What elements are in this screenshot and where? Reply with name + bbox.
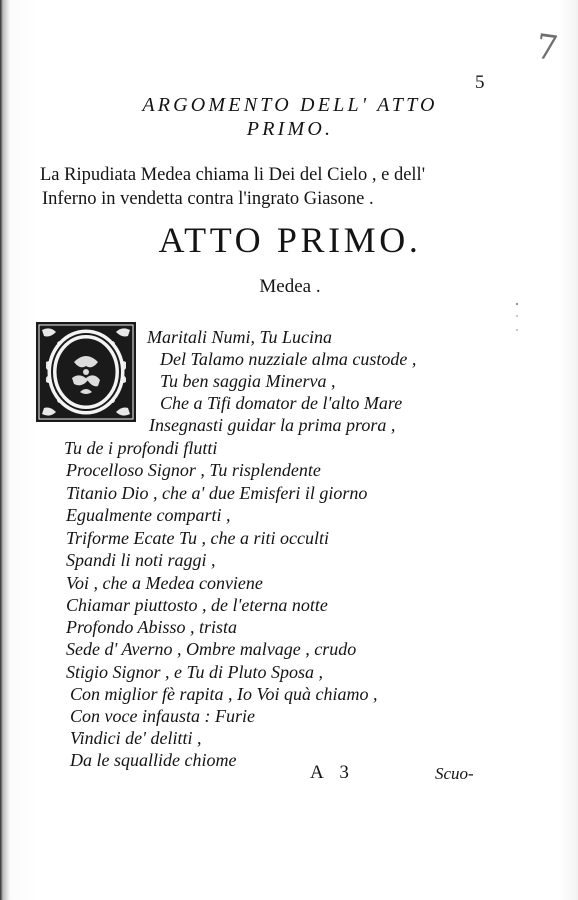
verse-line: Vindici de' delitti , bbox=[70, 728, 202, 748]
handwritten-folio-mark: 7 bbox=[533, 26, 561, 70]
decorated-initial-o bbox=[36, 322, 136, 422]
act-summary-line-2: Inferno in vendetta contra l'ingrato Giasone . bbox=[42, 189, 374, 209]
act-summary bbox=[40, 163, 560, 211]
act-title: ATTO PRIMO. bbox=[158, 220, 422, 260]
argomento-heading-line-2: PRIMO. bbox=[246, 118, 334, 140]
verse-line: Insegnasti guidar la prima prora , bbox=[149, 415, 396, 435]
margin-speck bbox=[515, 300, 519, 340]
speaker-name: Medea . bbox=[259, 276, 321, 297]
verse-line: Profondo Abisso , trista bbox=[66, 617, 238, 637]
verse-line: Voi , che a Medea conviene bbox=[66, 573, 263, 593]
argomento-heading bbox=[60, 93, 520, 141]
verse-line: Egualmente comparti , bbox=[66, 505, 231, 525]
argomento-heading-line-1: ARGOMENTO DELL' ATTO bbox=[142, 94, 438, 116]
verse-line: Titanio Dio , che a' due Emisferi il giorno bbox=[66, 483, 368, 503]
verse-line: Sede d' Averno , Ombre malvage , crudo bbox=[66, 639, 357, 659]
verse-line: Che a Tifi domator de l'alto Mare bbox=[160, 393, 403, 413]
verse-line: Da le squallide chiome bbox=[70, 750, 237, 770]
verse-line: Con miglior fè rapita , Io Voi quà chiamo , bbox=[70, 684, 378, 704]
verse-line: Del Talamo nuzziale alma custode , bbox=[160, 349, 417, 369]
page-number: 5 bbox=[475, 72, 485, 93]
verse-line: Tu ben saggia Minerva , bbox=[160, 371, 336, 391]
verse-line: Stigio Signor , e Tu di Pluto Sposa , bbox=[66, 662, 324, 682]
verse-line: Procelloso Signor , Tu risplendente bbox=[66, 460, 321, 480]
verse-line: Con voce infausta : Furie bbox=[70, 706, 255, 726]
verse-line: Chiamar piuttosto , de l'eterna notte bbox=[66, 595, 328, 615]
verse-line: Maritali Numi, Tu Lucina bbox=[147, 327, 333, 347]
catchword: Scuo- bbox=[435, 764, 474, 783]
signature-mark: A 3 bbox=[310, 762, 355, 783]
verse-line: Triforme Ecate Tu , che a riti occulti bbox=[66, 528, 329, 548]
verse-line: Tu de i profondi flutti bbox=[64, 438, 218, 458]
act-summary-line-1: La Ripudiata Medea chiama li Dei del Cielo , e dell' bbox=[40, 165, 426, 185]
verse-line: Spandi li noti raggi , bbox=[66, 550, 216, 570]
